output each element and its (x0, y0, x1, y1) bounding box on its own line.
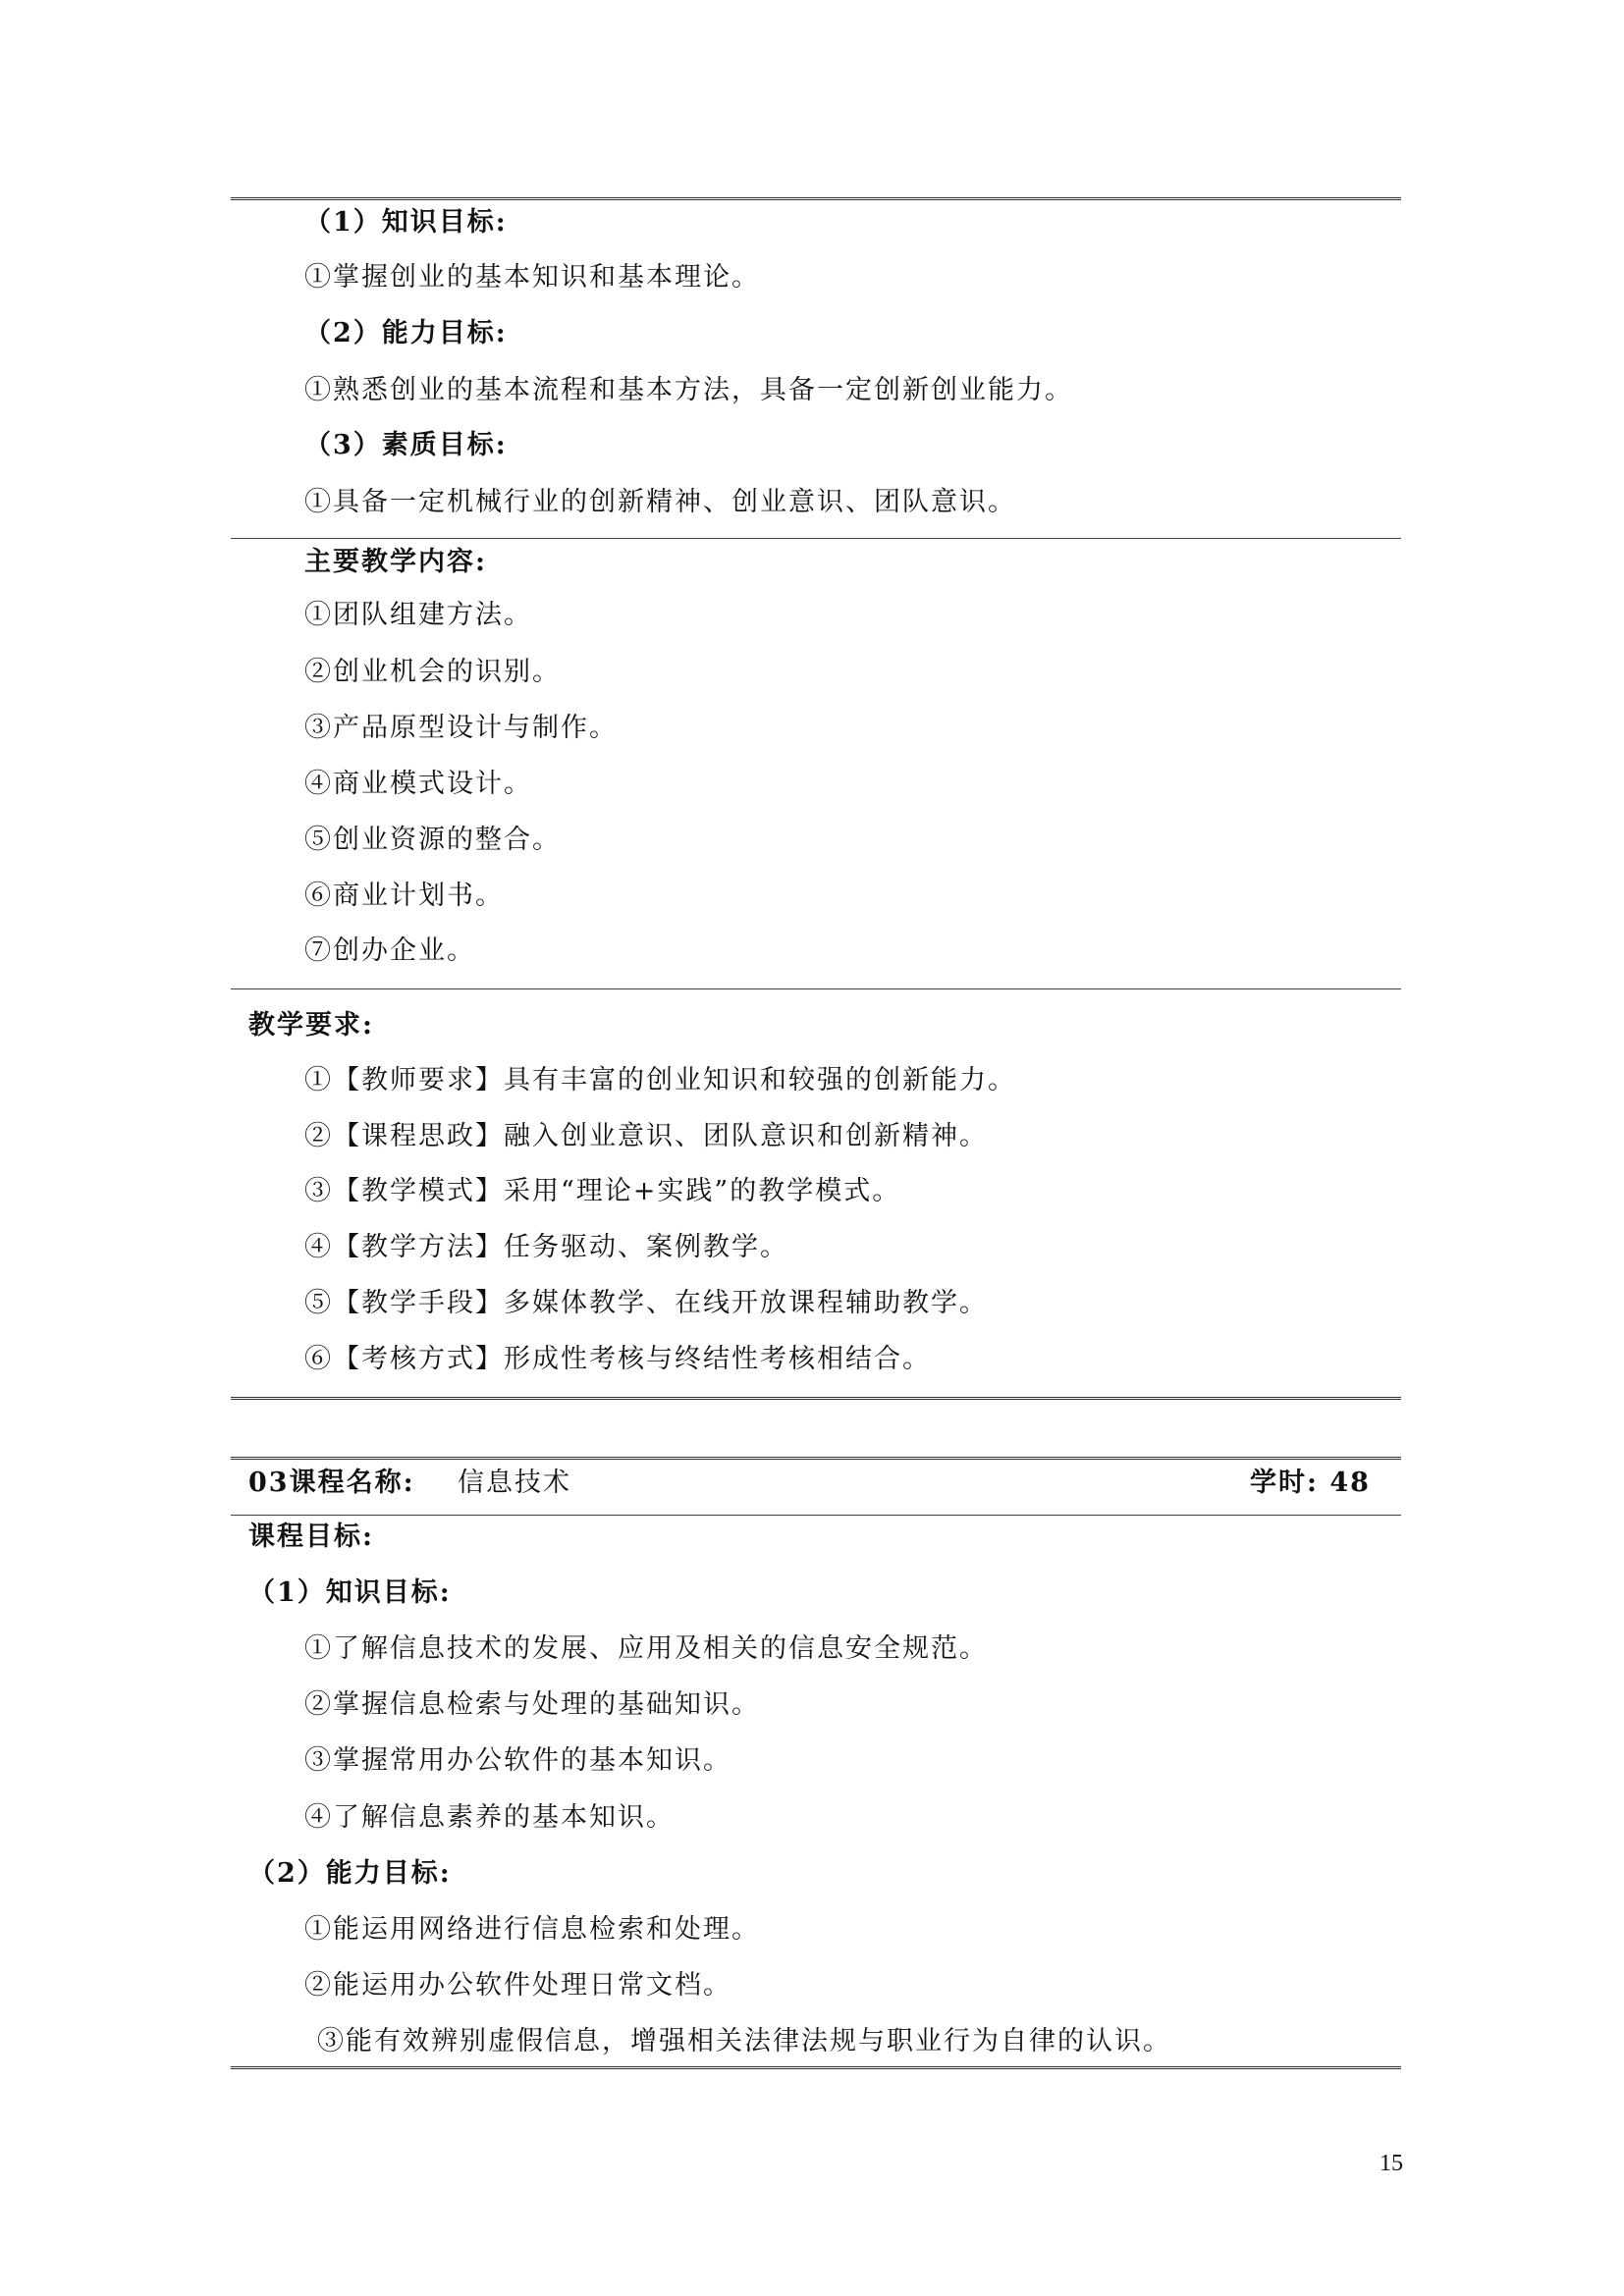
requirement-item: ④【教学方法】任务驱动、案例教学。 (304, 1232, 788, 1262)
content-item: ⑦创办企业。 (304, 935, 475, 966)
ability-goal-heading: （2）能力目标: (304, 318, 508, 348)
section-divider (231, 1515, 1401, 1516)
table-top-rule (231, 197, 1401, 203)
ability-goal-item: ②能运用办公软件处理日常文档。 (304, 1970, 731, 2001)
ability-goal-item: ①能运用网络进行信息检索和处理。 (304, 1914, 760, 1945)
ability-goal-item: ①熟悉创业的基本流程和基本方法，具备一定创新创业能力。 (304, 375, 1073, 405)
requirement-item: ③【教学模式】采用“理论+实践”的教学模式。 (304, 1176, 901, 1206)
table-top-rule (231, 1457, 1401, 1463)
course-hours: 学时: 48 (1250, 1468, 1371, 1498)
content-item: ⑥商业计划书。 (304, 881, 504, 911)
page-number: 15 (1380, 2151, 1403, 2176)
teaching-requirements-heading: 教学要求: (248, 1010, 374, 1041)
knowledge-goal-heading: （1）知识目标: (304, 207, 508, 238)
requirement-item: ⑤【教学手段】多媒体教学、在线开放课程辅助教学。 (304, 1288, 988, 1318)
knowledge-goal-item: ④了解信息素养的基本知识。 (304, 1802, 675, 1833)
course-name-label: 03课程名称: (248, 1468, 415, 1498)
knowledge-goal-item: ①掌握创业的基本知识和基本理论。 (304, 262, 760, 293)
course-name-value: 信息技术 (458, 1468, 571, 1498)
content-item: ④商业模式设计。 (304, 769, 532, 799)
requirement-item: ⑥【考核方式】形成性考核与终结性考核相结合。 (304, 1344, 931, 1374)
section-divider (231, 538, 1401, 539)
table-bottom-rule (231, 2066, 1401, 2072)
main-content-heading: 主要教学内容: (304, 547, 487, 577)
content-item: ①团队组建方法。 (304, 600, 532, 630)
ability-goal-heading: （2）能力目标: (248, 1858, 452, 1889)
requirement-item: ②【课程思政】融入创业意识、团队意识和创新精神。 (304, 1121, 988, 1151)
course-goals-heading: 课程目标: (248, 1522, 374, 1552)
knowledge-goal-item: ③掌握常用办公软件的基本知识。 (304, 1745, 731, 1776)
ability-goal-item: ③能有效辨别虚假信息，增强相关法律法规与职业行为自律的认识。 (317, 2026, 1171, 2056)
quality-goal-heading: （3）素质目标: (304, 430, 508, 460)
table-bottom-rule (231, 1397, 1401, 1403)
knowledge-goal-item: ②掌握信息检索与处理的基础知识。 (304, 1689, 760, 1720)
content-item: ③产品原型设计与制作。 (304, 713, 618, 743)
content-item: ②创业机会的识别。 (304, 657, 561, 687)
knowledge-goal-heading: （1）知识目标: (248, 1577, 452, 1608)
requirement-item: ①【教师要求】具有丰富的创业知识和较强的创新能力。 (304, 1065, 1016, 1095)
knowledge-goal-item: ①了解信息技术的发展、应用及相关的信息安全规范。 (304, 1633, 988, 1664)
content-item: ⑤创业资源的整合。 (304, 825, 561, 855)
section-divider (231, 988, 1401, 989)
quality-goal-item: ①具备一定机械行业的创新精神、创业意识、团队意识。 (304, 487, 1016, 517)
